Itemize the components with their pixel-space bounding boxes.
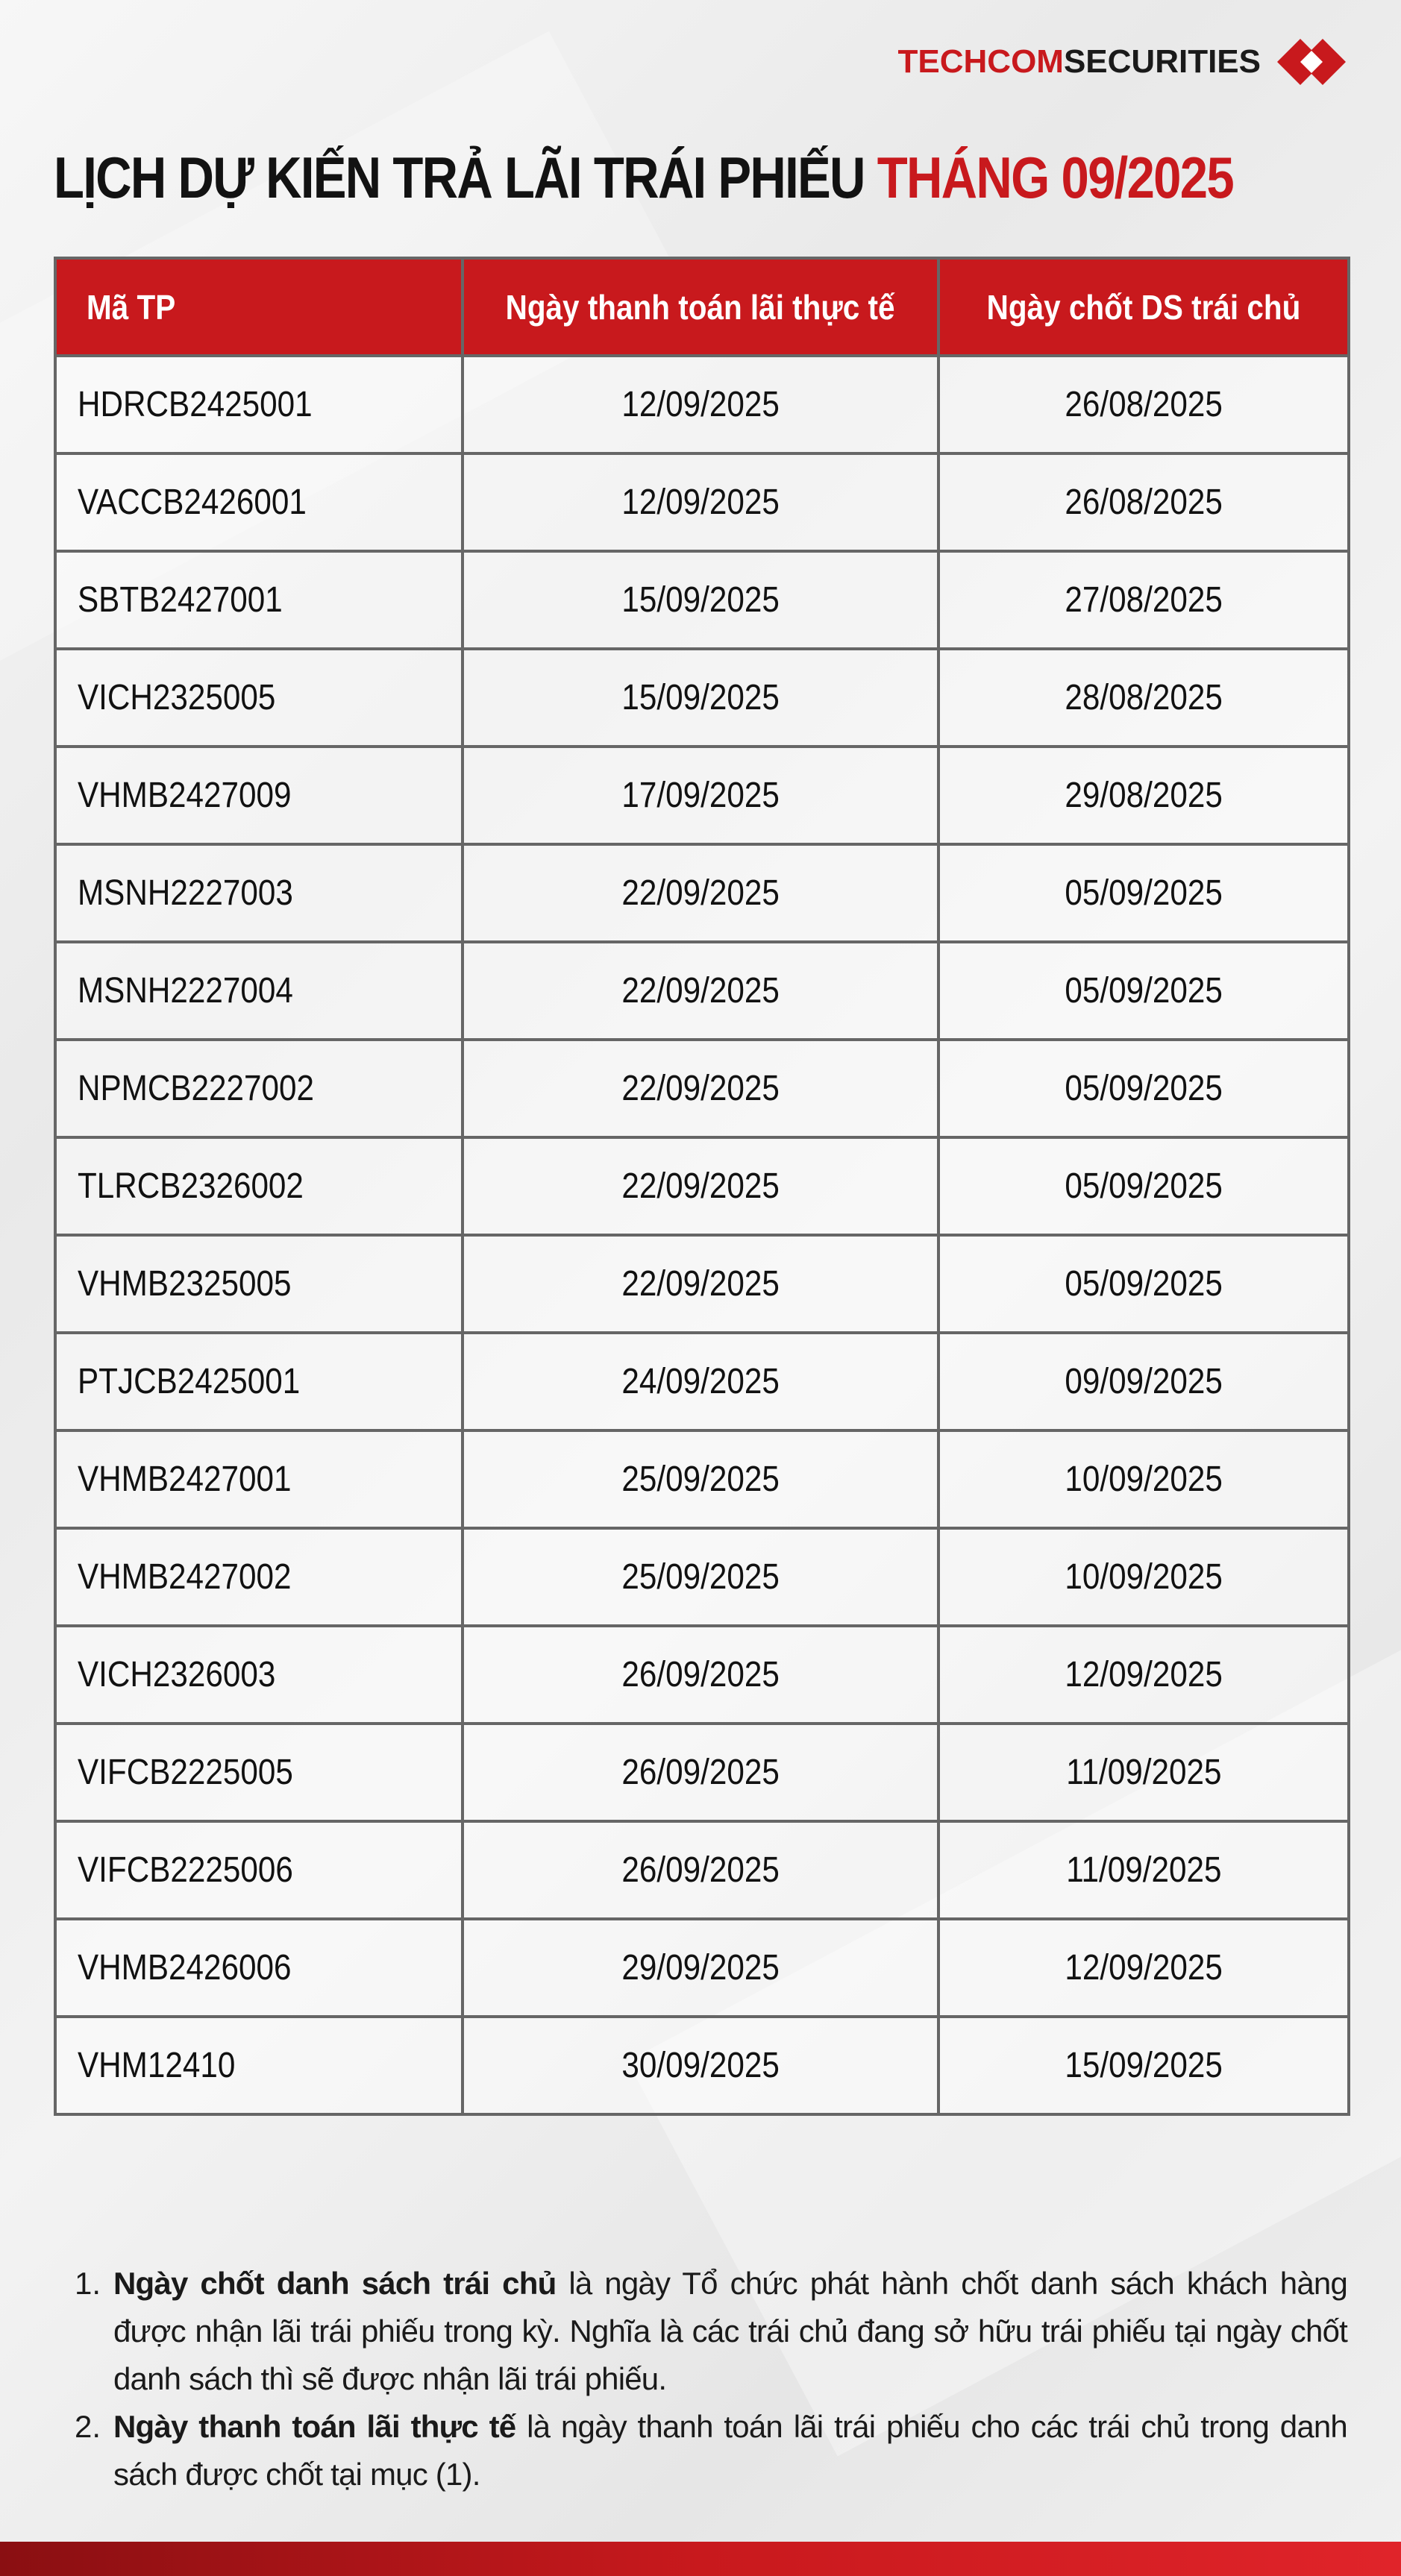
footnote-definition: là ngày thanh toán lãi trái phiếu cho các trái chủ trong danh sách được chốt tại mục (1).	[113, 2409, 1347, 2492]
cell-payment-date: 12/09/2025	[463, 453, 938, 551]
cell-record-date: 29/08/2025	[938, 747, 1349, 844]
table-header-row	[55, 258, 1349, 356]
brand-logo-text	[898, 43, 1261, 81]
cell-bond-code: VHMB2427002	[55, 1528, 463, 1626]
cell-record-date: 05/09/2025	[938, 1235, 1349, 1333]
cell-payment-date: 25/09/2025	[463, 1528, 938, 1626]
table-row	[55, 1333, 1349, 1430]
brand-logo	[898, 36, 1347, 88]
page-title-main: LỊCH DỰ KIẾN TRẢ LÃI TRÁI PHIẾU	[54, 145, 877, 210]
cell-bond-code: MSNH2227004	[55, 942, 463, 1040]
page-title	[54, 140, 1233, 215]
cell-record-date: 26/08/2025	[938, 356, 1349, 453]
cell-record-date: 11/09/2025	[938, 1821, 1349, 1919]
cell-record-date: 05/09/2025	[938, 1040, 1349, 1137]
table-row	[55, 942, 1349, 1040]
table-row	[55, 1235, 1349, 1333]
cell-payment-date: 22/09/2025	[463, 1235, 938, 1333]
footnote-term: Ngày chốt danh sách trái chủ	[113, 2266, 557, 2301]
brand-logo-part2: SECURITIES	[1063, 43, 1261, 80]
table-row	[55, 1137, 1349, 1235]
cell-bond-code: MSNH2227003	[55, 844, 463, 942]
table-row	[55, 1528, 1349, 1626]
table-row	[55, 453, 1349, 551]
footer-bar	[0, 2542, 1401, 2576]
cell-payment-date: 30/09/2025	[463, 2017, 938, 2114]
footnote-definition: là ngày Tổ chức phát hành chốt danh sách khách hàng được nhận lãi trái phiếu trong kỳ. Nghĩa là các trái chủ đang sở hữu trái phiếu tại ngày chốt danh sách thì sẽ được nhận lãi trái phiếu.	[113, 2266, 1347, 2396]
footnote-text	[113, 2260, 1347, 2403]
cell-record-date: 26/08/2025	[938, 453, 1349, 551]
table-row	[55, 551, 1349, 649]
cell-bond-code: TLRCB2326002	[55, 1137, 463, 1235]
cell-payment-date: 22/09/2025	[463, 1137, 938, 1235]
cell-payment-date: 29/09/2025	[463, 1919, 938, 2017]
cell-bond-code: VHMB2427001	[55, 1430, 463, 1528]
cell-bond-code: VHMB2325005	[55, 1235, 463, 1333]
column-header-payment-date: Ngày thanh toán lãi thực tế	[463, 258, 938, 356]
table-row	[55, 1430, 1349, 1528]
footnote-term: Ngày thanh toán lãi thực tế	[113, 2409, 516, 2444]
footnote-item	[75, 2403, 1347, 2498]
bond-interest-schedule-table	[54, 257, 1350, 2116]
cell-payment-date: 26/09/2025	[463, 1724, 938, 1821]
cell-payment-date: 15/09/2025	[463, 551, 938, 649]
cell-payment-date: 17/09/2025	[463, 747, 938, 844]
cell-bond-code: VICH2325005	[55, 649, 463, 747]
table-row	[55, 844, 1349, 942]
cell-bond-code: VHMB2426006	[55, 1919, 463, 2017]
cell-record-date: 15/09/2025	[938, 2017, 1349, 2114]
table-row	[55, 2017, 1349, 2114]
column-header-bond-code: Mã TP	[55, 258, 463, 356]
footnote-item	[75, 2260, 1347, 2403]
table-row	[55, 649, 1349, 747]
cell-bond-code: NPMCB2227002	[55, 1040, 463, 1137]
table-row	[55, 747, 1349, 844]
column-header-record-date: Ngày chốt DS trái chủ	[938, 258, 1349, 356]
cell-record-date: 11/09/2025	[938, 1724, 1349, 1821]
cell-payment-date: 15/09/2025	[463, 649, 938, 747]
cell-bond-code: HDRCB2425001	[55, 356, 463, 453]
cell-bond-code: VACCB2426001	[55, 453, 463, 551]
cell-record-date: 09/09/2025	[938, 1333, 1349, 1430]
cell-payment-date: 22/09/2025	[463, 1040, 938, 1137]
diamond-logo-icon	[1276, 36, 1347, 88]
cell-bond-code: VIFCB2225005	[55, 1724, 463, 1821]
brand-logo-part1: TECHCOM	[897, 43, 1064, 80]
table-row	[55, 1821, 1349, 1919]
cell-payment-date: 22/09/2025	[463, 942, 938, 1040]
cell-payment-date: 26/09/2025	[463, 1626, 938, 1724]
cell-record-date: 10/09/2025	[938, 1430, 1349, 1528]
cell-bond-code: VIFCB2225006	[55, 1821, 463, 1919]
cell-record-date: 12/09/2025	[938, 1626, 1349, 1724]
cell-bond-code: SBTB2427001	[55, 551, 463, 649]
cell-payment-date: 22/09/2025	[463, 844, 938, 942]
cell-record-date: 05/09/2025	[938, 844, 1349, 942]
page-title-month: THÁNG 09/2025	[877, 145, 1233, 210]
table-row	[55, 356, 1349, 453]
cell-payment-date: 24/09/2025	[463, 1333, 938, 1430]
table-row	[55, 1919, 1349, 2017]
table-row	[55, 1724, 1349, 1821]
footnote-number: 1.	[75, 2266, 101, 2301]
cell-payment-date: 12/09/2025	[463, 356, 938, 453]
cell-bond-code: VHMB2427009	[55, 747, 463, 844]
footnote-number: 2.	[75, 2409, 101, 2444]
cell-payment-date: 26/09/2025	[463, 1821, 938, 1919]
cell-record-date: 05/09/2025	[938, 1137, 1349, 1235]
cell-bond-code: VHM12410	[55, 2017, 463, 2114]
footnote-text	[113, 2403, 1347, 2498]
cell-bond-code: PTJCB2425001	[55, 1333, 463, 1430]
cell-record-date: 27/08/2025	[938, 551, 1349, 649]
cell-payment-date: 25/09/2025	[463, 1430, 938, 1528]
table-row	[55, 1040, 1349, 1137]
cell-record-date: 05/09/2025	[938, 942, 1349, 1040]
cell-record-date: 12/09/2025	[938, 1919, 1349, 2017]
cell-bond-code: VICH2326003	[55, 1626, 463, 1724]
cell-record-date: 28/08/2025	[938, 649, 1349, 747]
table-row	[55, 1626, 1349, 1724]
cell-record-date: 10/09/2025	[938, 1528, 1349, 1626]
footnotes	[75, 2260, 1347, 2498]
